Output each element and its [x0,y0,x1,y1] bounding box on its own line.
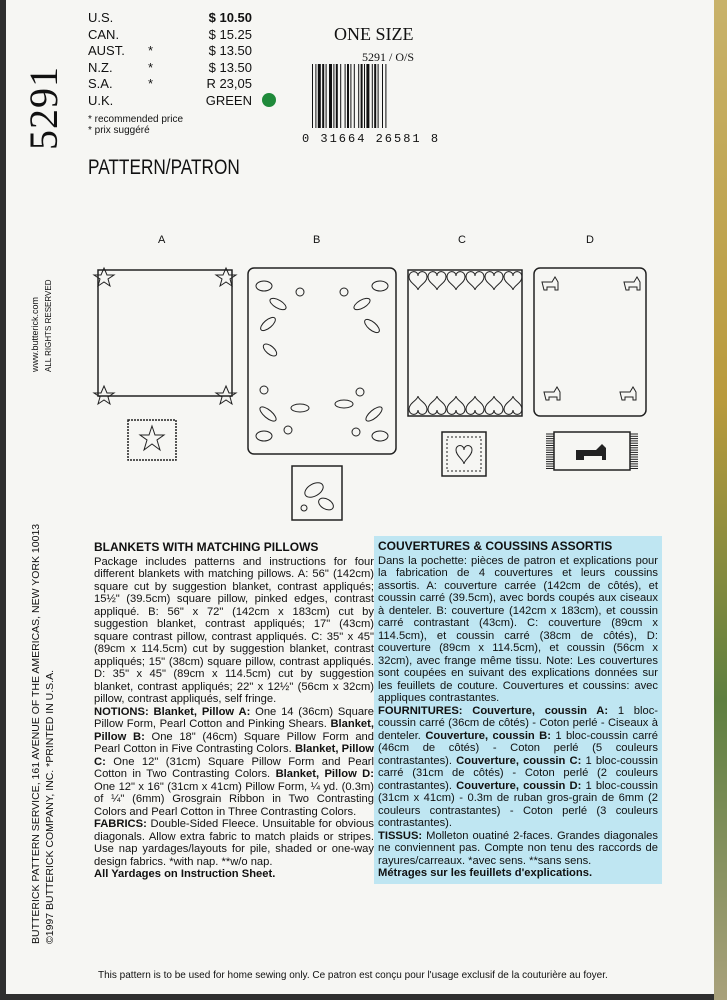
publisher-address: BUTTERICK PATTERN SERVICE, 161 AVENUE OF THE AMERICAS, NEW YORK 10013 [30,523,42,944]
price-country: AUST. [88,43,125,58]
price-value: R 23,05 [206,76,252,91]
pillow-b [292,466,342,520]
heart-icon [485,396,503,414]
barcode-bar [318,64,321,128]
price-mark: * [148,43,154,58]
size-label: ONE SIZE [334,24,414,44]
barcode-bar [340,64,341,128]
price-mark [148,27,162,44]
barcode-bar [354,64,355,128]
price-country: U.K. [88,92,114,108]
french-notions-d-label: Couverture, coussin D: [456,779,582,792]
barcode-bar [361,64,363,128]
french-notions-label: FOURNITURES: [378,704,463,717]
french-body [378,555,658,880]
english-notions-b: One 18" (46cm) Square Pillow Form and Pearl Cotton in Five Contrasting Colors. [94,730,374,755]
barcode-bar [358,64,359,128]
barcode-bar [333,64,334,128]
barcode-bar [378,64,379,128]
price-country: S.A. [88,76,113,91]
french-fabrics: Molleton ouatiné 2-faces. Grandes diagonales ne conviennent pas. Compte non tenu des raccords de rayures/carreaux. *avec sens. **sans sens. [378,829,659,867]
barcode-bar [312,64,313,128]
barcode-bar [350,64,351,128]
french-description-text: Dans la pochette: pièces de patron et explications pour la fabrication de 4 couvertures et leurs coussins assortis. A: couverture carrée (142cm de côtés), et coussin carré (39.5cm), avec bords coupés aux ciseaux à denteler. B: couverture (142cm x 183cm), et coussin carré contrastant (43cm). C: couverture (89cm x 114.5cm), et coussin carré (38cm de côtés), D: couverture (89cm x 114.5cm), et coussin (56cm x 32cm), avec frange même tissu. Note: Les couvertures sont coupées en suivant des explications données sur les feuillets de couture. Couvertures et coussins: avec appliques contrastantes. [378,554,658,704]
english-fabrics-label: FABRICS: [94,818,147,830]
view-d-drawing [528,264,658,484]
size-code: 5291 / O/S [362,50,415,64]
barcode-bar [322,64,324,128]
pillow-star-icon [140,426,164,450]
english-body [94,556,374,881]
price-mark: * [148,76,154,91]
french-notions-c: 1 bloc-coussin carré (31cm de côtés) - Coton perlé (2 couleurs contrastantes). [378,754,659,792]
english-notions-c: One 12" (31cm) Square Pillow Form and Pearl Cotton in Two Contrasting Colors. [94,755,375,780]
heart-applique-icon [409,272,522,415]
price-value: GREEN [205,92,252,108]
english-notions-b-label: Blanket, Pillow B: [94,718,374,743]
english-yardages: All Yardages on Instruction Sheet. [94,868,276,880]
english-description-text: Package includes patterns and instructions for four different blankets with matching pillows. A: 56" (142cm) square cut by suggestion blanket, contrast appliqués; 15½" (39.5cm) square pillow, pinked edges, contrast appliqué. B: 56" x 72" (142cm x 183cm) cut by suggestion blanket, contrast appliqués; 17" (43cm) square contrast pillow, contrast appliqués. C: 35" x 45" (89cm x 114.5cm) cut by suggestion blanket, contrast appliqués; 15" (38cm) square pillow, contrast appliqués. D: 35" x 45" (89cm x 114.5cm) cut by suggestion blanket, contrast appliqués; 22" x 12½" (56cm x 32cm) pillow, contrast appliqués, self fringe. [94,555,374,705]
heart-icon [504,272,522,290]
barcode-bar [315,64,316,128]
barcode-bar [366,64,369,128]
price-row [88,43,276,60]
french-description [374,536,662,884]
blanket-c [408,270,522,416]
price-mark: * [148,59,154,75]
price-mark [148,93,162,110]
background-edge [714,0,727,1000]
heart-icon [428,272,446,290]
pillow-heart-icon [456,446,472,465]
barcode-bar [374,64,376,128]
english-notions-d-label: Blanket, Pillow D: [275,768,374,780]
french-notions-b-label: Couverture, coussin B: [425,729,551,742]
star-applique-icon [94,268,236,404]
heart-icon [428,396,446,414]
barcode-bar [347,64,349,128]
english-notions-label: NOTIONS: [94,705,149,718]
barcode-bar [364,64,365,128]
french-yardages: Métrages sur les feuillets d'explications. [378,867,593,879]
barcode-bar [385,64,386,128]
price-row [88,60,276,77]
heart-icon [504,396,522,414]
heart-icon [485,272,503,290]
french-notions-a: 1 bloc-coussin carré (36cm de côtés) - Coton perlé - Ciseaux à denteler. [378,704,659,742]
view-a-drawing [92,262,242,462]
view-label-a: A [158,234,166,246]
english-notions-c-label: Blanket, Pillow C: [94,743,375,768]
heart-icon [409,272,427,290]
heart-icon [409,396,427,414]
french-notions-a-label: Couverture, coussin A: [472,704,609,717]
scottie-dog-icon [542,277,640,400]
copyright: ©1997 BUTTERICK COMPANY, INC. *PRINTED IN U.S.A. [44,670,56,944]
heart-icon [466,396,484,414]
pillow-leaf-icon [301,480,335,513]
price-row [88,76,276,93]
legend-french: * prix suggéré [88,125,150,136]
barcode-bar [345,64,346,128]
french-notions-b: 1 bloc-coussin carré (46cm de côtés) - Coton perlé (5 couleurs contrastantes). [378,729,659,767]
website: www.butterick.com [30,296,40,372]
pattern-label: PATTERN/PATRON [88,156,240,179]
price-country: U.S. [88,10,114,25]
pillow-c [442,432,486,476]
blanket-b [248,268,396,454]
price-row [88,10,276,27]
english-notions-d: One 12" x 16" (31cm x 41cm) Pillow Form, ¼ yd. (0.3m) of ¼" (6mm) Grosgrain Ribbon in Two Contrasting Colors and Pearl Cotton in Three Contrasting Colors. [94,780,374,818]
french-notions-c-label: Couverture, coussin C: [456,754,582,767]
english-fabrics: Double-Sided Fleece. Unsuitable for obvious diagonals. Allow extra fabric to match plaids or stripes. Use nap yardages/layouts for pile, shaded or one-way design fabrics. *with nap. **w/o nap. [94,818,374,868]
legend-english: * recommended price [88,114,184,125]
rights-reserved: ALL RIGHTS RESERVED [44,279,53,372]
heart-icon [466,272,484,290]
barcode-bar [372,64,373,128]
price-value: $ 10.50 [208,10,252,25]
barcode-bar [326,64,327,128]
french-notions-d: 1 bloc-coussin (31cm x 41cm) - 0.3m de ruban gros-grain de 6mm (2 couleurs contrastantes) - Coton perlé (3 couleurs contrastantes). [378,779,659,829]
price-value: $ 15.25 [208,26,252,42]
barcode-bar [329,64,332,128]
view-label-c: C [458,234,466,246]
blanket-a [98,270,232,396]
barcode-number: 0 31664 26581 8 [302,132,441,146]
price-country: N.Z. [88,59,113,75]
english-notions-a-label: Blanket, Pillow A: [153,705,251,718]
view-label-d: D [586,234,594,246]
french-fabrics-label: TISSUS: [378,829,423,842]
view-b-drawing [244,264,404,524]
heart-icon [447,396,465,414]
pillow-c-inner [447,437,481,471]
leaf-applique-icon [256,281,388,441]
pillow-scottie-icon [576,444,606,460]
barcode-bar [336,64,338,128]
price-country: CAN. [88,26,120,42]
price-row [88,93,276,110]
pattern-envelope [6,0,714,994]
price-value: $ 13.50 [208,43,252,58]
english-heading: BLANKETS WITH MATCHING PILLOWS [94,540,319,554]
price-legend [88,114,183,136]
french-heading: COUVERTURES & COUSSINS ASSORTIS [378,539,613,553]
price-value: $ 13.50 [208,59,252,75]
green-price-dot-icon [262,93,276,107]
barcode [310,64,420,130]
price-row [88,27,276,44]
usage-footer: This pattern is to be used for home sewing only. Ce patron est conçu pour l'usage exclusif de la couturière au foyer. [98,970,608,981]
price-mark [148,10,162,27]
heart-icon [447,272,465,290]
view-label-b: B [313,234,321,246]
english-description [94,541,374,881]
pattern-number: 5291 [21,66,66,150]
view-c-drawing [402,262,532,482]
barcode-bar [382,64,383,128]
english-notions-a: One 14 (36cm) Square Pillow Form, Pearl Cotton and Pinking Shears. [94,705,374,730]
price-list [88,10,276,109]
